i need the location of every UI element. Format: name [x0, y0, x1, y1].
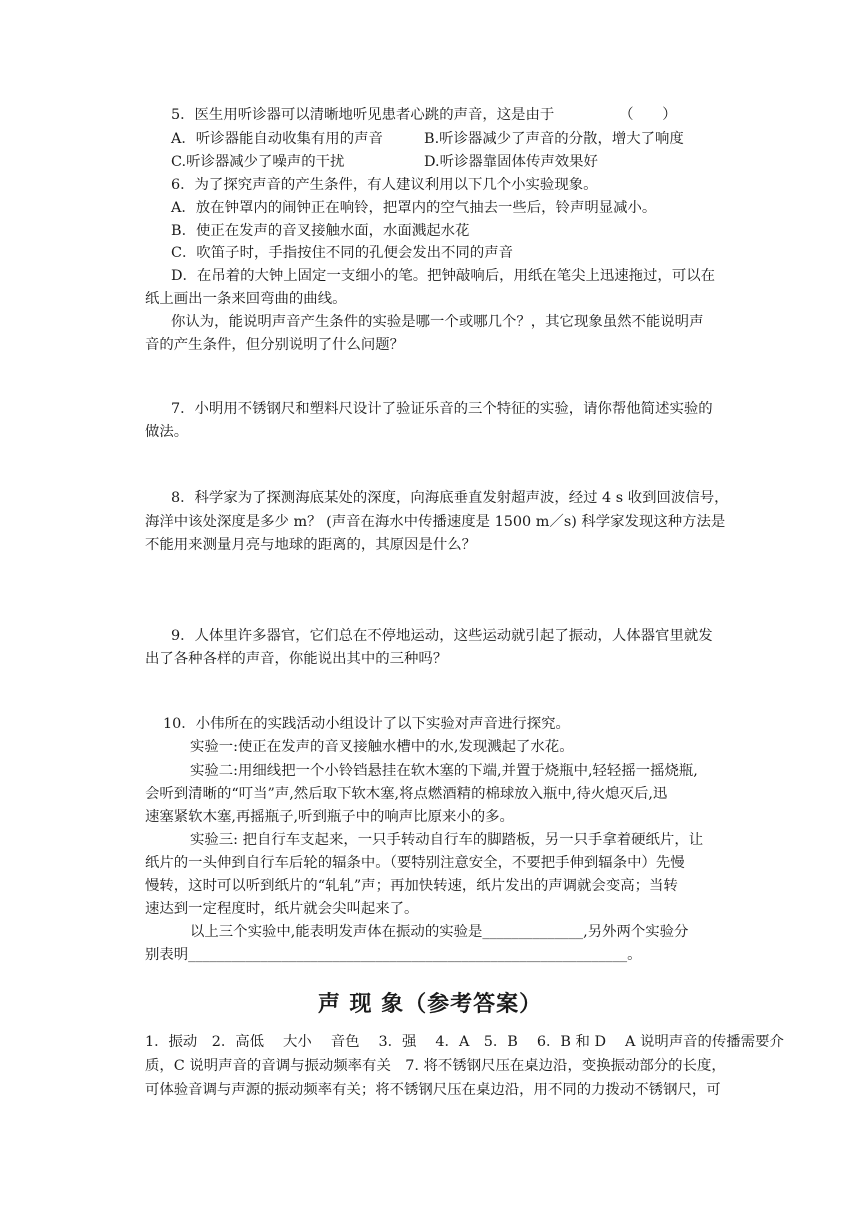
q5-option-d: D.听诊器靠固体传声效果好: [424, 154, 598, 170]
q8-line3: 不能用来测量月亮与地球的距离的，其原因是什么？: [145, 537, 476, 553]
q10-experiment2-line2: 会听到清晰的“叮当”声,然后取下软木塞,将点燃酒精的棉球放入瓶中,待火熄灭后,迅: [145, 786, 668, 802]
q10-experiment3-line3: 慢转，这时可以听到纸片的“轧轧”声；再加快转速，纸片发出的声调就会变高；当转: [145, 878, 678, 894]
q7-line1: 7．小明用不锈钢尺和塑料尺设计了验证乐音的三个特征的实验，请你帮他简述实验的: [171, 401, 713, 417]
q7-line2: 做法。: [145, 424, 189, 440]
q9-line1: 9．人体里许多器官，它们总在不停地运动，这些运动就引起了振动，人体器官里就发: [171, 628, 713, 644]
q5-stem: 5．医生用听诊器可以清晰地听见患者心跳的声音，这是由于 （ ）: [171, 107, 677, 123]
q6-item-a: A．放在钟罩内的闹钟正在响铃，把罩内的空气抽去一些后，铃声明显减小。: [171, 200, 657, 216]
q6-stem: 6．为了探究声音的产生条件，有人建议利用以下几个小实验现象。: [171, 177, 598, 193]
q6-item-d-line1: D．在吊着的大钟上固定一支细小的笔。把钟敲响后，用纸在笔尖上迅速拖过，可以在: [171, 268, 715, 284]
q10-conclusion-line2: 别表明_____________________________________________________________。: [145, 947, 642, 963]
q5-option-b: B.听诊器减少了声音的分散，增大了响度: [424, 131, 684, 147]
q6-question-line1: 你认为，能说明声音产生条件的实验是哪一个或哪几个？，其它现象虽然不能说明声: [171, 314, 704, 330]
q6-question-line2: 音的产生条件，但分别说明了什么问题？: [145, 337, 405, 353]
q6-item-c: C．吹笛子时，手指按住不同的孔便会发出不同的声音: [171, 245, 513, 261]
q10-experiment1: 实验一:使正在发声的音叉接触水槽中的水,发现溅起了水花。: [190, 739, 574, 755]
answers-title: 声 现 象（参考答案）: [317, 992, 543, 1017]
q6-item-b: B．使正在发声的音叉接触水面，水面溅起水花: [171, 223, 470, 239]
answers-line3: 可体验音调与声源的振动频率有关；将不锈钢尺压在桌边沿，用不同的力拨动不锈钢尺，可: [145, 1082, 721, 1098]
q10-experiment2-line3: 速塞紧软木塞,再摇瓶子,听到瓶子中的响声比原来小的多。: [145, 809, 514, 825]
q8-line2: 海洋中该处深度是多少 m？ (声音在海水中传播速度是 1500 m／s) 科学家发现这种方法是: [145, 514, 726, 530]
q8-line1: 8．科学家为了探测海底某处的深度，向海底垂直发射超声波，经过 4 s 收到回波信号，: [171, 490, 729, 506]
q10-experiment3-line2: 纸片的一头伸到自行车后轮的辐条中。（要特别注意安全，不要把手伸到辐条中）先慢: [145, 855, 685, 871]
answers-line1: 1．振动 2．高低 大小 音色 3．强 4．A 5．B 6．B 和 D A 说明声音的传播需要介: [145, 1034, 784, 1050]
q9-line2: 出了各种各样的声音，你能说出其中的三种吗？: [145, 651, 448, 667]
q10-conclusion-line1: 以上三个实验中,能表明发声体在振动的实验是______________,另外两个实验分: [190, 924, 689, 940]
answers-line2: 质，C 说明声音的音调与振动频率有关 7. 将不锈钢尺压在桌边沿，变换振动部分的长度，: [145, 1058, 726, 1074]
q10-stem: 10．小伟所在的实践活动小组设计了以下实验对声音进行探究。: [163, 716, 570, 732]
q5-option-c: C.听诊器减少了噪声的干扰: [171, 154, 345, 170]
q6-item-d-line2: 纸上画出一条来回弯曲的曲线。: [145, 291, 347, 307]
q10-experiment3-line4: 速达到一定程度时，纸片就会尖叫起来了。: [145, 901, 419, 917]
q5-option-a: A．听诊器能自动收集有用的声音: [171, 131, 383, 147]
q10-experiment3-line1: 实验三: 把自行车支起来，一只手转动自行车的脚踏板，另一只手拿着硬纸片，让: [190, 832, 704, 848]
q10-experiment2-line1: 实验二:用细线把一个小铃铛悬挂在软木塞的下端,并置于烧瓶中,轻轻摇一摇烧瓶,: [190, 763, 698, 779]
